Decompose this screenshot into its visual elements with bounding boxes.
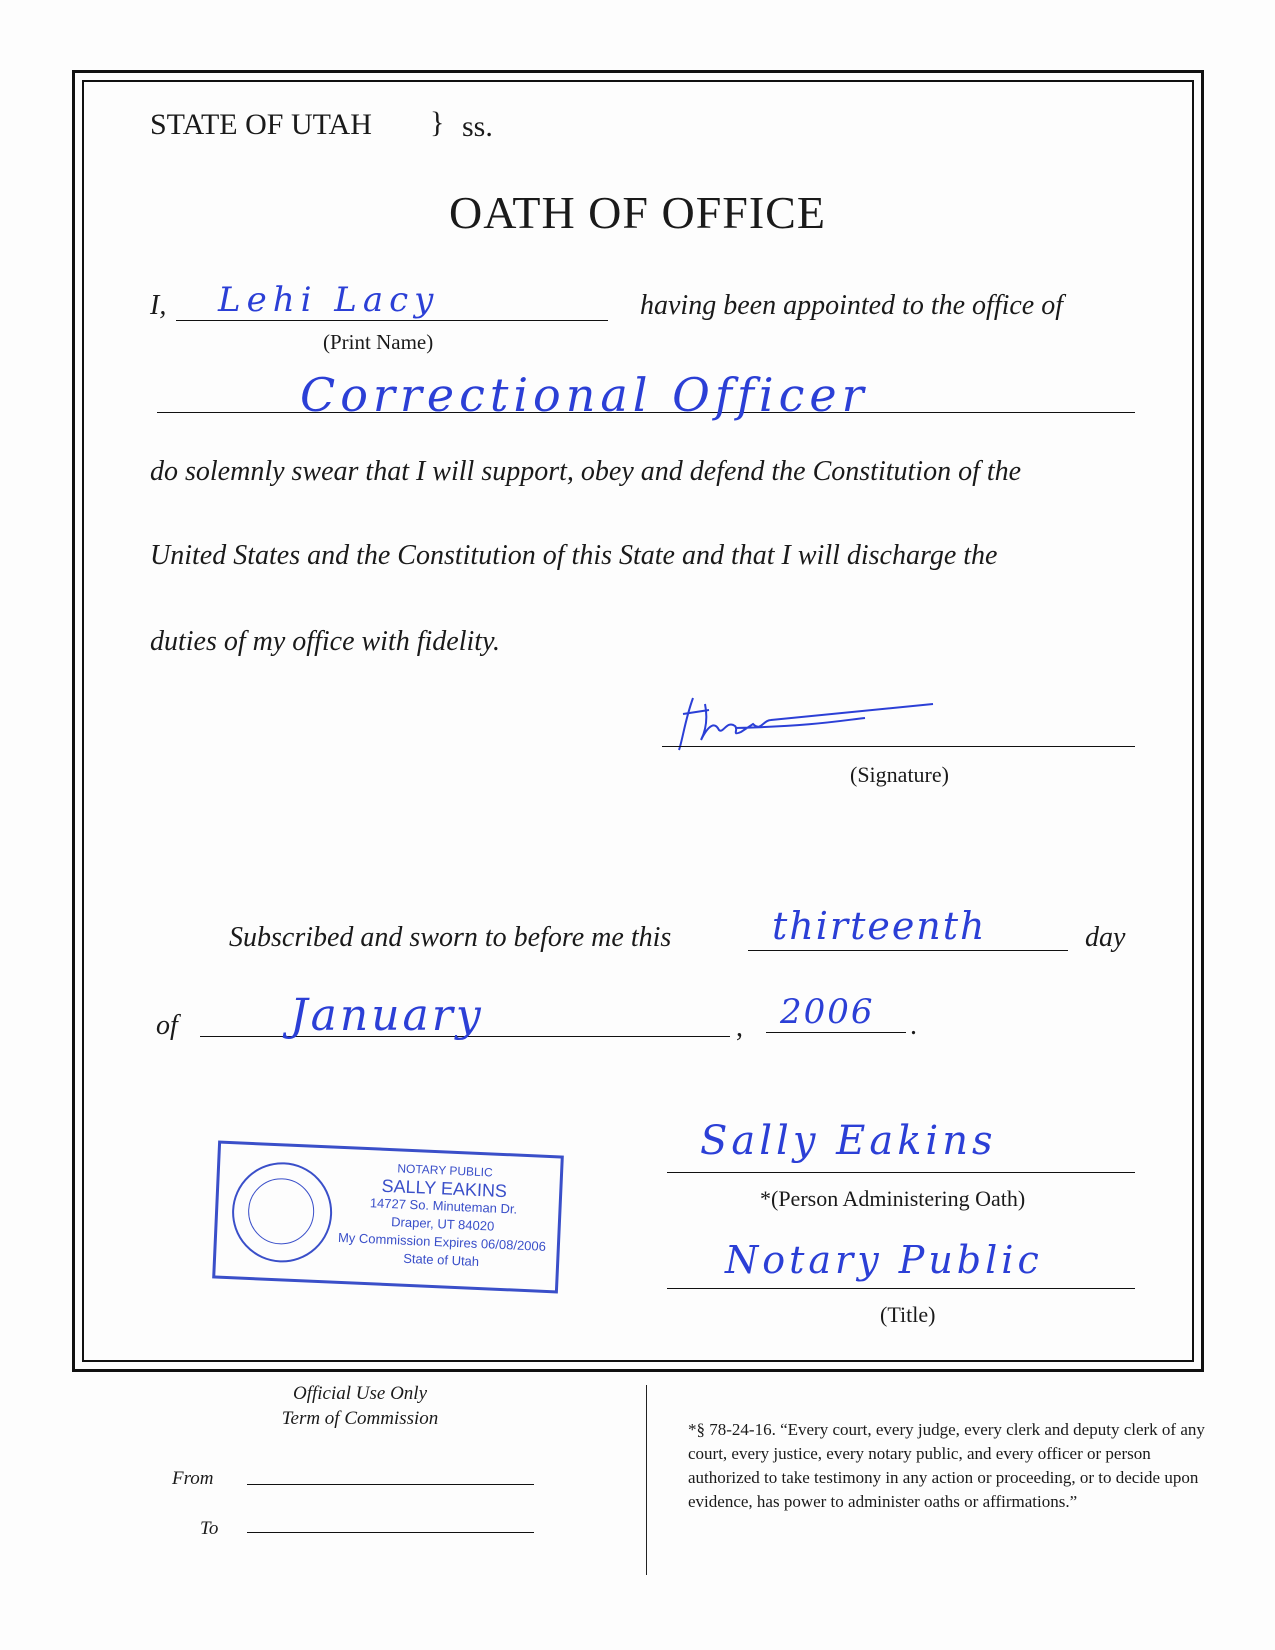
venue-state: STATE OF UTAH — [150, 108, 372, 141]
year-period: . — [910, 1010, 917, 1041]
venue-brace: } — [430, 106, 445, 139]
administrator-signature: Sally Eakins — [700, 1118, 997, 1164]
oath-line-2: United States and the Constitution of this State and that I will discharge the — [150, 540, 998, 571]
administrator-line — [667, 1172, 1135, 1173]
sworn-prefix: Subscribed and sworn to before me this — [229, 922, 672, 953]
print-name-label: (Print Name) — [323, 330, 434, 354]
notary-stamp — [212, 1141, 564, 1294]
stamp-line-4: Draper, UT 84020 — [390, 1214, 495, 1234]
state-seal — [230, 1160, 334, 1264]
section-divider — [646, 1385, 647, 1575]
stamp-line-6: State of Utah — [402, 1250, 480, 1270]
name-handwriting: Lehi Lacy — [218, 280, 440, 320]
signature-line — [662, 746, 1135, 747]
official-use-title: Official Use Only — [292, 1383, 428, 1404]
from-line — [247, 1484, 534, 1485]
month-comma: , — [736, 1012, 743, 1043]
month-handwriting: January — [290, 990, 484, 1041]
day-handwriting: thirteenth — [772, 904, 987, 948]
statute-footnote: *§ 78-24-16. “Every court, every judge, every clerk and deputy clerk of any court, every justice, every notary public, and every officer or person authorized to take testimony in any action or proceeding, or to decide upon evidence, has power to administer oaths or affirmations.” — [688, 1420, 1205, 1511]
stamp-line-5: My Commission Expires 06/08/2006 — [337, 1229, 547, 1254]
venue-ss: ss. — [462, 110, 493, 143]
oath-line-1: do solemnly swear that I will support, obey and defend the Constitution of the — [150, 456, 1022, 487]
to-label: To — [200, 1518, 219, 1539]
of-label: of — [156, 1010, 178, 1041]
title-label: (Title) — [880, 1302, 936, 1327]
stamp-line-2: SALLY EAKINS — [381, 1175, 508, 1202]
appointed-text: having been appointed to the office of — [640, 290, 1064, 321]
i-prefix: I, — [150, 290, 167, 321]
document-title: OATH OF OFFICE — [449, 187, 826, 238]
day-label: day — [1085, 922, 1126, 953]
term-of-commission: Term of Commission — [281, 1408, 439, 1429]
stamp-text — [336, 1157, 551, 1274]
title-handwriting: Notary Public — [725, 1238, 1043, 1282]
signature-label: (Signature) — [850, 762, 949, 787]
title-line — [667, 1288, 1135, 1289]
oath-line-3: duties of my office with fidelity. — [150, 626, 500, 657]
stamp-line-3: 14727 So. Minuteman Dr. — [369, 1195, 518, 1217]
office-handwriting: Correctional Officer — [300, 368, 869, 422]
day-line — [748, 950, 1068, 951]
administrator-label: *(Person Administering Oath) — [760, 1186, 1026, 1211]
name-line — [176, 320, 608, 321]
from-label: From — [172, 1468, 214, 1489]
to-line — [247, 1532, 534, 1533]
state-seal-inner — [247, 1177, 316, 1246]
year-handwriting: 2006 — [780, 992, 875, 1032]
stamp-line-1: NOTARY PUBLIC — [397, 1161, 494, 1180]
year-line — [766, 1032, 906, 1033]
